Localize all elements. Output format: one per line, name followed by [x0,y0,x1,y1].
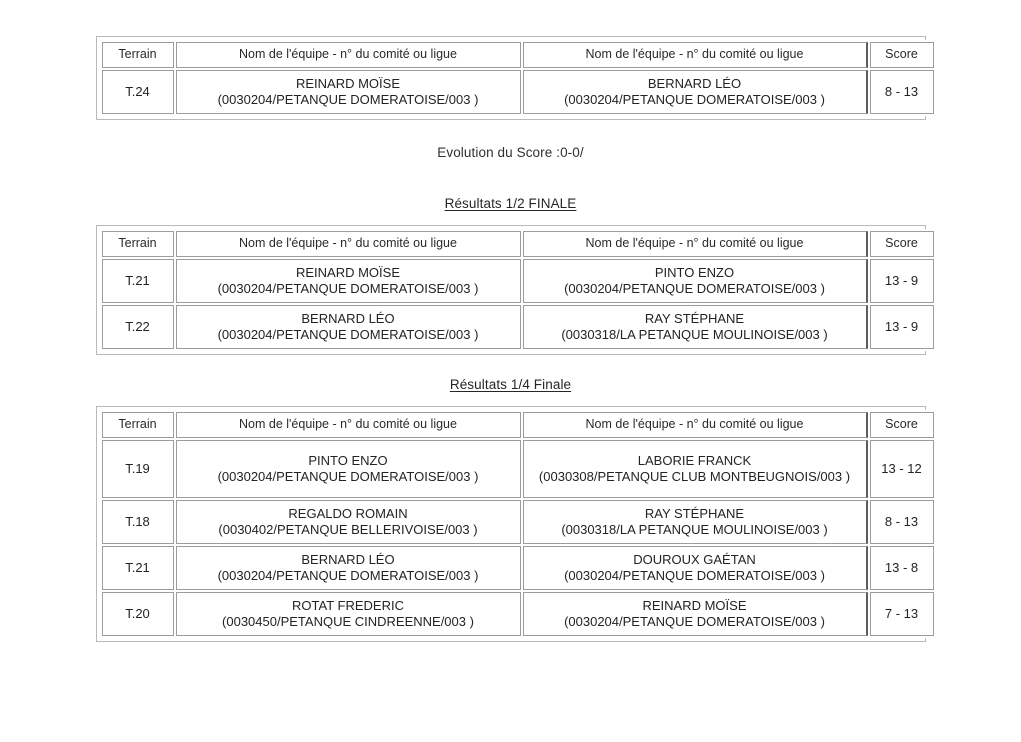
table-row [102,70,934,114]
results-section-demi-finale [96,225,926,355]
column-header-team-2: Nom de l'équipe - n° du comité ou ligue [523,231,868,257]
team-club: (0030204/PETANQUE DOMERATOISE/003 ) [217,92,479,107]
team-name: LABORIE FRANCK [637,453,752,469]
table-row [102,440,934,498]
cell-terrain: T.22 [102,305,174,349]
cell-score: 13 - 8 [870,546,934,590]
cell-team-2 [523,500,868,544]
cell-team-2 [523,546,868,590]
table-row [102,546,934,590]
table-body [102,70,934,114]
column-header-score: Score [870,42,934,68]
table-row [102,259,934,303]
cell-team-1 [176,70,521,114]
section-heading-demi-finale [0,196,1021,211]
team-name: RAY STÉPHANE [644,311,745,327]
table-row [102,500,934,544]
results-table-frame [96,406,926,642]
column-header-team-1: Nom de l'équipe - n° du comité ou ligue [176,231,521,257]
team-club: (0030204/PETANQUE DOMERATOISE/003 ) [217,327,479,342]
team-name: REINARD MOÏSE [295,76,400,92]
team-club: (0030204/PETANQUE DOMERATOISE/003 ) [564,281,825,296]
team-name: DOUROUX GAÉTAN [633,552,756,568]
team-club: (0030204/PETANQUE DOMERATOISE/003 ) [564,92,825,107]
table-row [102,592,934,636]
cell-team-2 [523,70,868,114]
cell-score: 13 - 12 [870,440,934,498]
table-row [102,305,934,349]
cell-team-2 [523,592,868,636]
team-club: (0030318/LA PETANQUE MOULINOISE/003 ) [561,522,828,537]
team-name: BERNARD LÉO [647,76,742,92]
team-name: PINTO ENZO [654,265,735,281]
cell-terrain: T.19 [102,440,174,498]
table-header-row [102,231,934,257]
table-body [102,440,934,636]
team-club: (0030204/PETANQUE DOMERATOISE/003 ) [217,568,479,583]
cell-terrain: T.21 [102,546,174,590]
team-name: BERNARD LÉO [301,311,395,327]
score-evolution-note: Evolution du Score :0-0/ [437,145,584,160]
cell-team-1 [176,440,521,498]
team-name: PINTO ENZO [308,453,388,469]
section-heading-text: Résultats 1/2 FINALE [444,196,577,211]
results-table-frame [96,36,926,120]
cell-terrain: T.18 [102,500,174,544]
results-page [0,36,1021,742]
cell-score: 13 - 9 [870,259,934,303]
team-club: (0030204/PETANQUE DOMERATOISE/003 ) [217,281,479,296]
results-section-quart-finale [96,406,926,642]
cell-score: 7 - 13 [870,592,934,636]
column-header-terrain: Terrain [102,42,174,68]
column-header-team-2: Nom de l'équipe - n° du comité ou ligue [523,412,868,438]
team-club: (0030402/PETANQUE BELLERIVOISE/003 ) [218,522,478,537]
team-name: REINARD MOÏSE [642,598,747,614]
column-header-terrain: Terrain [102,231,174,257]
section-heading-quart-finale [0,377,1021,392]
team-name: ROTAT FREDERIC [292,598,404,614]
cell-team-2 [523,305,868,349]
cell-team-1 [176,305,521,349]
team-name: RAY STÉPHANE [644,506,745,522]
table-header-row [102,412,934,438]
column-header-team-2: Nom de l'équipe - n° du comité ou ligue [523,42,868,68]
cell-team-1 [176,259,521,303]
team-name: REGALDO ROMAIN [288,506,408,522]
cell-score: 13 - 9 [870,305,934,349]
cell-terrain: T.24 [102,70,174,114]
column-header-score: Score [870,412,934,438]
team-club: (0030204/PETANQUE DOMERATOISE/003 ) [217,469,479,484]
team-club: (0030450/PETANQUE CINDREENNE/003 ) [222,614,474,629]
cell-score: 8 - 13 [870,70,934,114]
cell-score: 8 - 13 [870,500,934,544]
results-table [100,40,936,116]
team-club: (0030308/PETANQUE CLUB MONTBEUGNOIS/003 ) [538,469,851,484]
cell-terrain: T.20 [102,592,174,636]
team-club: (0030204/PETANQUE DOMERATOISE/003 ) [564,614,825,629]
results-table [100,229,936,351]
results-table [100,410,936,638]
team-name: BERNARD LÉO [301,552,395,568]
cell-team-2 [523,440,868,498]
cell-team-1 [176,546,521,590]
section-heading-text: Résultats 1/4 Finale [449,377,572,392]
results-table-frame [96,225,926,355]
team-club: (0030318/LA PETANQUE MOULINOISE/003 ) [561,327,828,342]
cell-team-1 [176,500,521,544]
column-header-terrain: Terrain [102,412,174,438]
column-header-team-1: Nom de l'équipe - n° du comité ou ligue [176,42,521,68]
cell-team-1 [176,592,521,636]
team-club: (0030204/PETANQUE DOMERATOISE/003 ) [564,568,825,583]
table-header-row [102,42,934,68]
cell-team-2 [523,259,868,303]
table-body [102,259,934,349]
results-section-finale [96,36,926,120]
cell-terrain: T.21 [102,259,174,303]
team-name: REINARD MOÏSE [295,265,400,281]
column-header-team-1: Nom de l'équipe - n° du comité ou ligue [176,412,521,438]
column-header-score: Score [870,231,934,257]
